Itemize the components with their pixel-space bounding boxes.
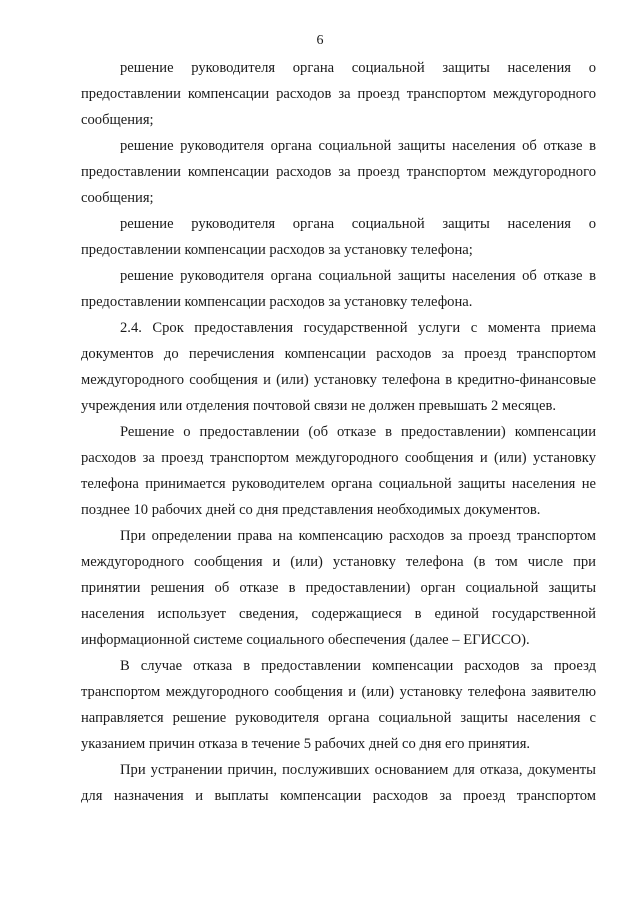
paragraph-decision-travel-refusal: решение руководителя органа социальной защиты населения об отказе в предоставлении компенсации расходов за проезд транспортом междугородного сообщения; bbox=[81, 138, 596, 206]
paragraph-refusal-notice: В случае отказа в предоставлении компенсации расходов за проезд транспортом междугородного сообщения и (или) установку телефона заявителю направляется решение руководителя органа социальной защиты населения с указанием причин отказа в течение 5 рабочих дней со дня его принятия. bbox=[81, 658, 596, 752]
paragraph-reapplication: При устранении причин, послуживших основанием для отказа, документы для назначения и выплаты компенсации расходов за проезд транспортом bbox=[81, 762, 596, 804]
paragraph-section-2-4: 2.4. Срок предоставления государственной услуги с момента приема документов до перечисления компенсации расходов за проезд транспортом междугородного сообщения и (или) установку телефона в кредитно-финансовые учреждения или отделения почтовой связи не должен превышать 2 месяцев. bbox=[81, 320, 596, 414]
paragraph-decision-phone-grant: решение руководителя органа социальной защиты населения о предоставлении компенсации расходов за установку телефона; bbox=[81, 216, 596, 258]
paragraph-egisso: При определении права на компенсацию расходов за проезд транспортом междугородного сообщения и (или) установку телефона (в том числе при принятии решения об отказе в предоставлении) орган социальной защиты населения использует сведения, содержащиеся в единой государственной информационной системе социального обеспечения (далее – ЕГИССО). bbox=[81, 528, 596, 648]
paragraph-decision-travel-grant: решение руководителя органа социальной защиты населения о предоставлении компенсации расходов за проезд транспортом междугородного сообщения; bbox=[81, 60, 596, 128]
document-body bbox=[81, 55, 596, 809]
page-number: 6 bbox=[316, 33, 324, 48]
paragraph-decision-phone-refusal: решение руководителя органа социальной защиты населения об отказе в предоставлении компенсации расходов за установку телефона. bbox=[81, 268, 596, 310]
paragraph-decision-deadline: Решение о предоставлении (об отказе в предоставлении) компенсации расходов за проезд транспортом междугородного сообщения и (или) установку телефона принимается руководителем органа социальной защиты населения не позднее 10 рабочих дней со дня представления необходимых документов. bbox=[81, 424, 596, 518]
